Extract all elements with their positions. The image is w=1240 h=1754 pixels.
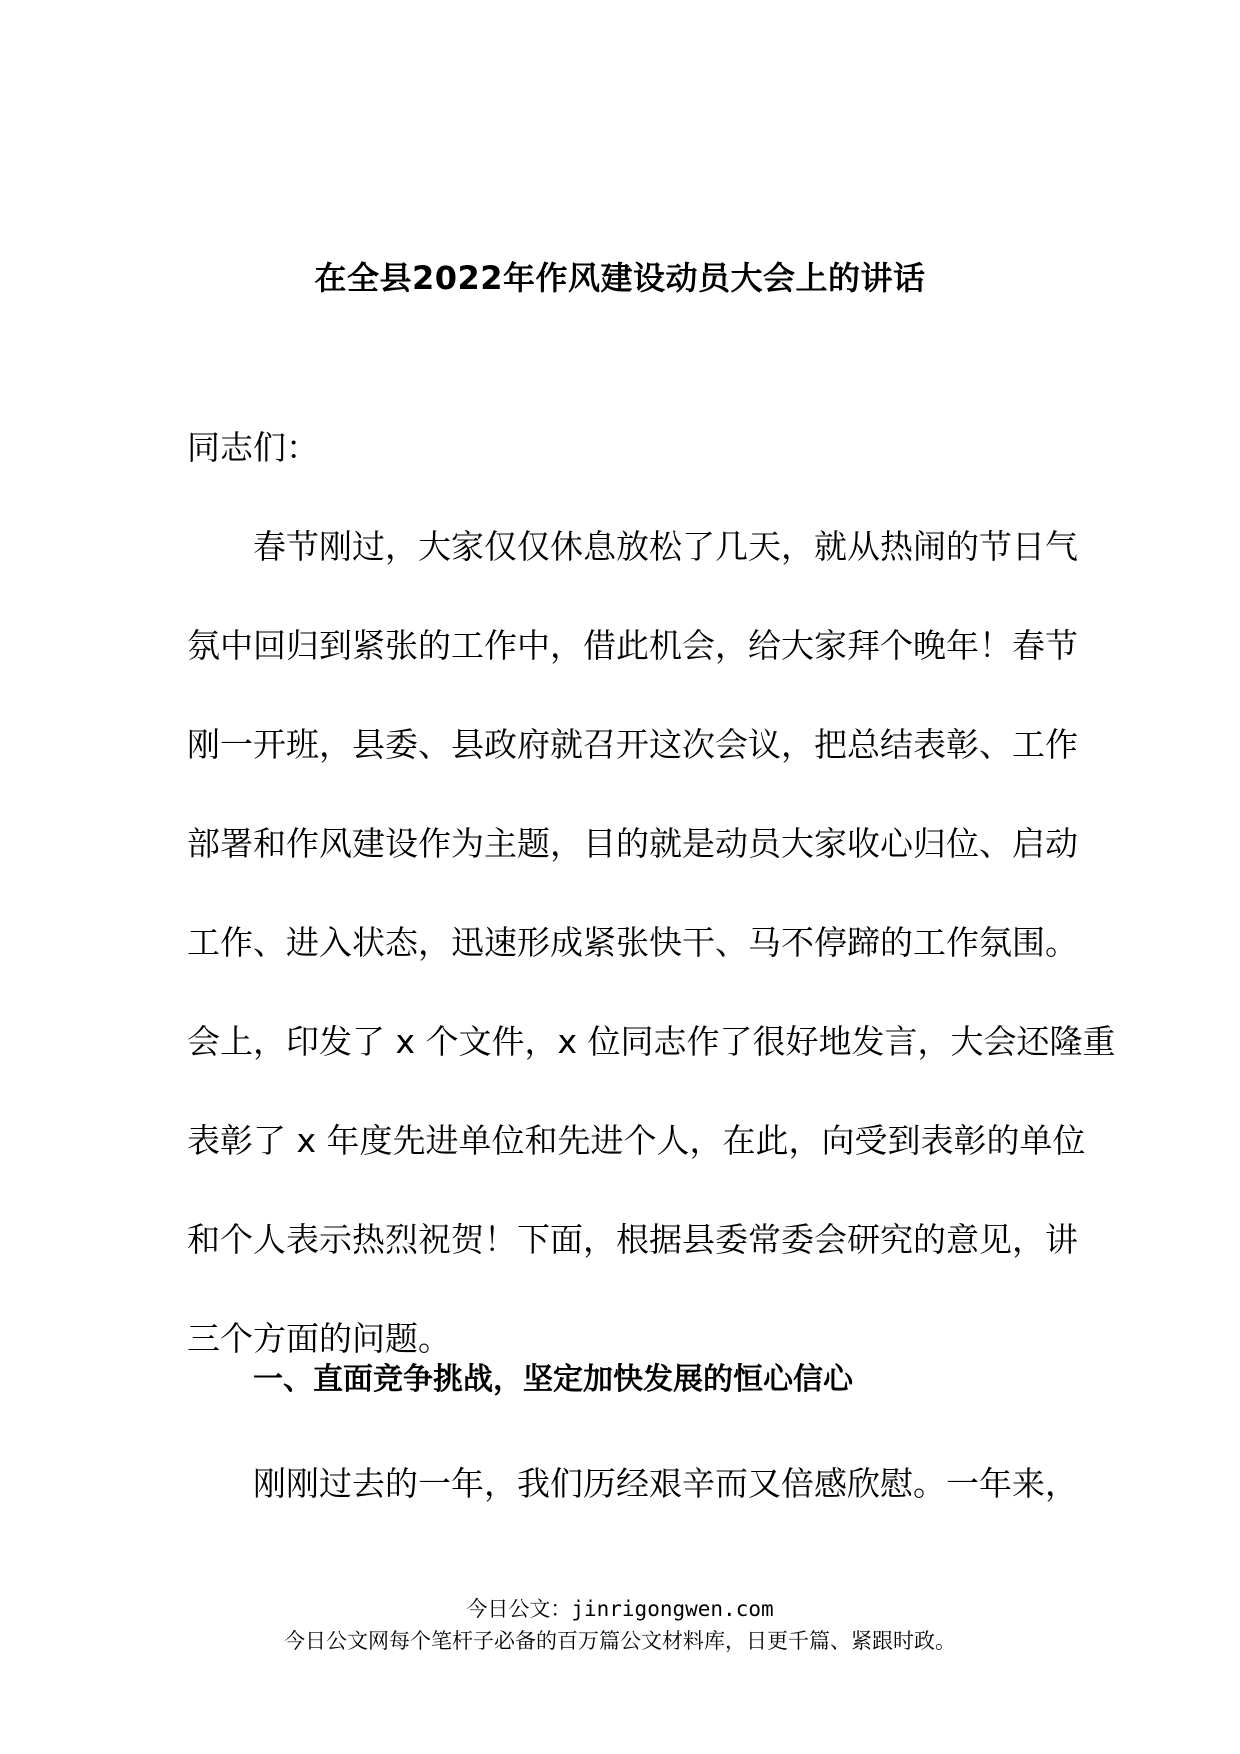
paragraph-1-line: 部署和作风建设作为主题，目的就是动员大家收心归位、启动 [187,824,1078,863]
footer-slogan: 今日公文网每个笔杆子必备的百万篇公文材料库，日更千篇、紧跟时政。 [284,1629,956,1653]
paragraph-1-line: 三个方面的问题。 [187,1319,451,1358]
footer-site: 今日公文：jinrigongwen.com [466,1597,774,1621]
paragraph-1-line: 氛中回归到紧张的工作中，借此机会，给大家拜个晚年！春节 [187,626,1078,665]
paragraph-2 [187,1434,1078,1533]
greeting: 同志们： [187,428,319,467]
page-title: 在全县2022年作风建设动员大会上的讲话 [314,259,926,297]
section-1-heading: 一、直面竞争挑战，坚定加快发展的恒心信心 [253,1362,853,1397]
paragraph-2-line: 刚刚过去的一年，我们历经艰辛而又倍感欣慰。一年来， [253,1464,1078,1503]
paragraph-1 [187,497,1116,1388]
paragraph-1-line: 表彰了 x 年度先进单位和先进个人，在此，向受到表彰的单位 [187,1121,1086,1160]
paragraph-1-line: 会上，印发了 x 个文件，x 位同志作了很好地发言，大会还隆重 [187,1022,1116,1061]
paragraph-1-line: 刚一开班，县委、县政府就召开这次会议，把总结表彰、工作 [187,725,1078,764]
paragraph-1-line: 和个人表示热烈祝贺！下面，根据县委常委会研究的意见，讲 [187,1220,1078,1259]
paragraph-1-line: 春节刚过，大家仅仅休息放松了几天，就从热闹的节日气 [253,527,1078,566]
paragraph-1-line: 工作、进入状态，迅速形成紧张快干、马不停蹄的工作氛围。 [187,923,1078,962]
